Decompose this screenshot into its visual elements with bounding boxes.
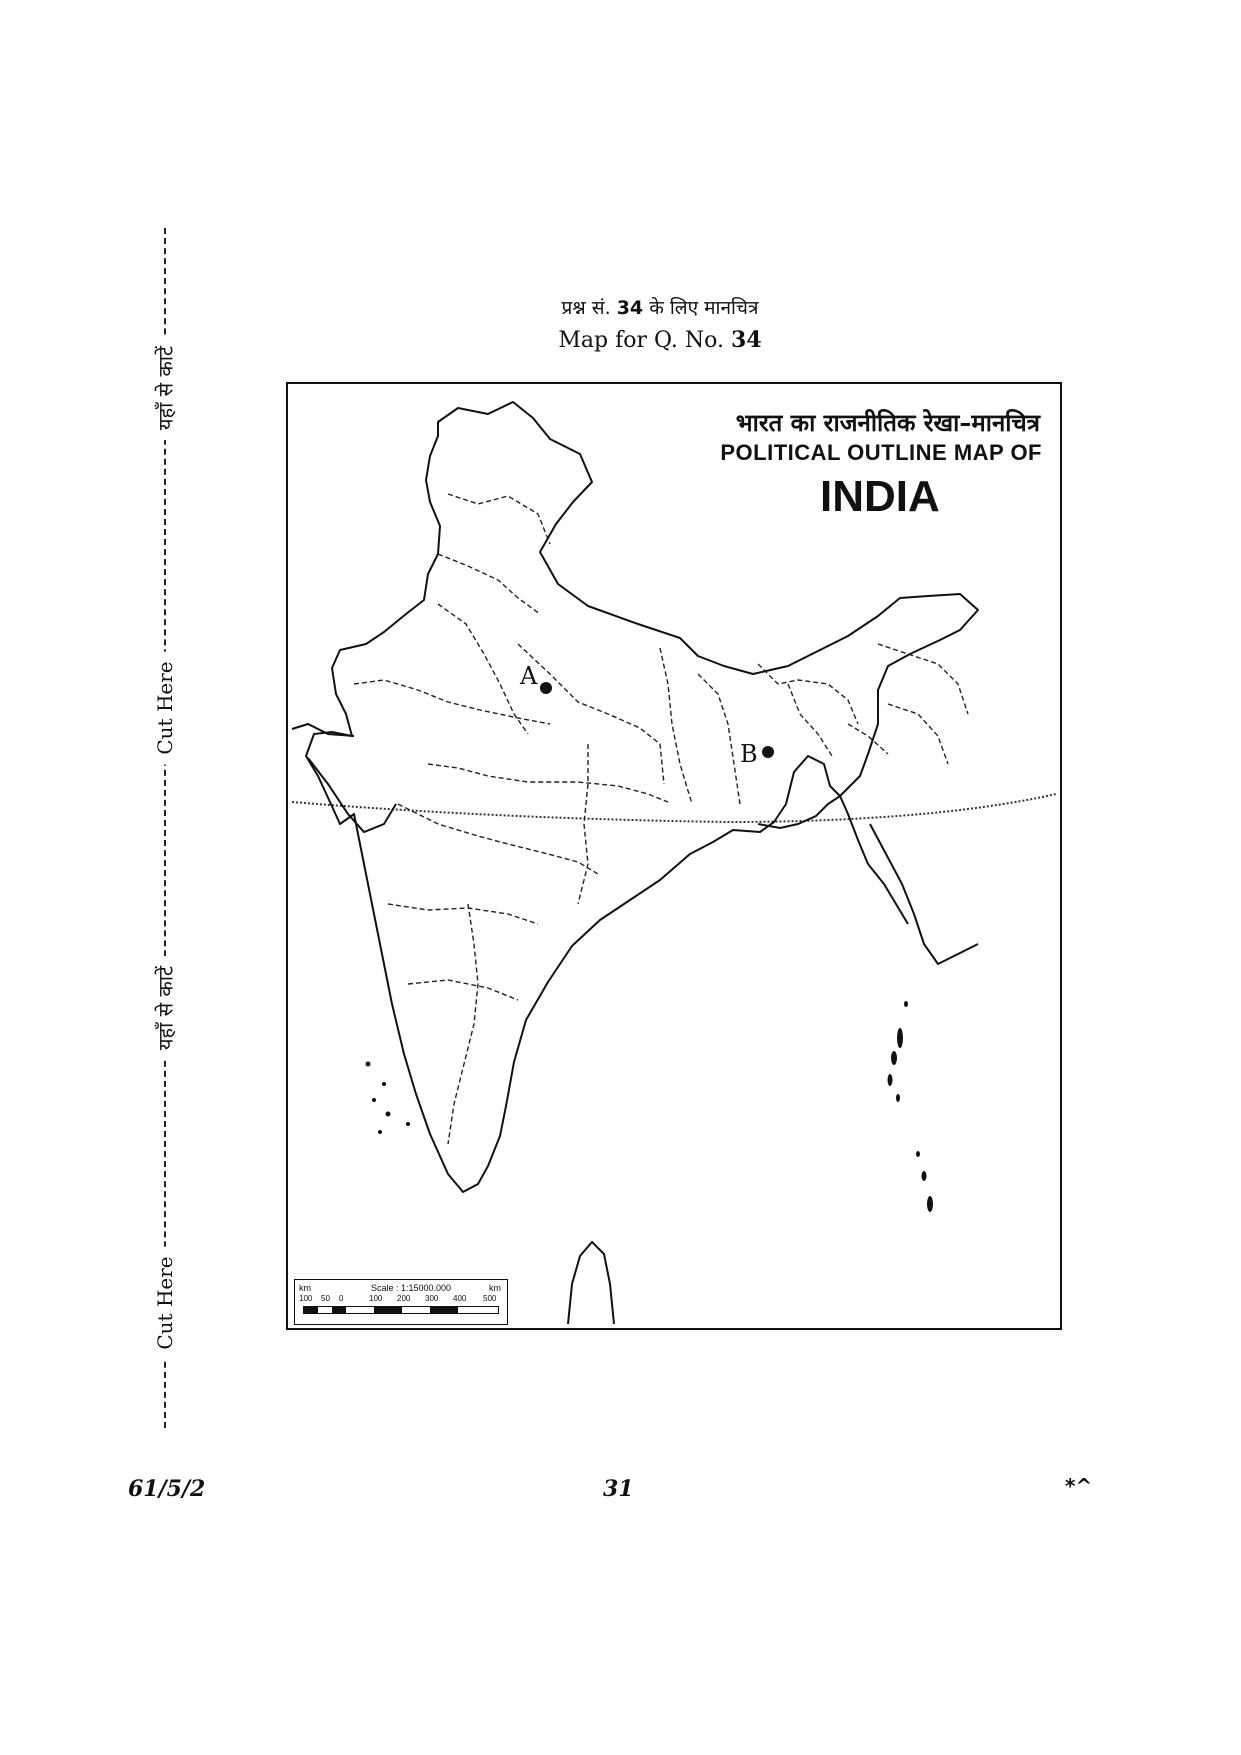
marker-a-label: A — [520, 662, 538, 690]
map-frame — [286, 382, 1062, 1330]
map-title-country: INDIA — [820, 472, 940, 521]
map-scale-box — [294, 1279, 508, 1325]
marker-b-dot — [762, 746, 774, 758]
east-coast — [758, 796, 908, 924]
header-hindi-number: 34 — [616, 297, 644, 319]
cut-label-english-bottom: Cut Here — [149, 1246, 181, 1359]
scale-tick: 100 — [299, 1294, 313, 1303]
map-title-english: POLITICAL OUTLINE MAP OF — [720, 440, 1042, 465]
marker-b-label: B — [740, 740, 758, 768]
header-english-number: 34 — [731, 327, 762, 353]
state-boundaries — [354, 494, 968, 1144]
cut-label-hindi-bottom: यहाँ से काटें — [148, 956, 183, 1060]
sri-lanka-outline — [568, 1242, 614, 1324]
lakshadweep-islands — [366, 1062, 411, 1135]
scale-text: Scale : 1:15000.000 — [371, 1283, 452, 1293]
paper-code: 61/5/2 — [128, 1476, 206, 1502]
india-outline-map — [288, 384, 1060, 1328]
header-english-prefix: Map for Q. No. — [558, 328, 725, 353]
question-header-english — [440, 324, 880, 357]
scale-tick: 500 — [483, 1294, 497, 1303]
scale-tick: 200 — [397, 1294, 411, 1303]
footer-mark: *^ — [1065, 1474, 1093, 1498]
scale-unit-right: km — [489, 1283, 501, 1293]
scale-tick: 300 — [425, 1294, 439, 1303]
scale-unit-left: km — [299, 1283, 311, 1293]
andaman-nicobar-islands — [888, 1001, 934, 1212]
scale-tick: 50 — [321, 1294, 330, 1303]
scale-tick: 0 — [339, 1294, 344, 1303]
question-header — [440, 292, 880, 357]
page-number: 31 — [603, 1476, 634, 1502]
cut-label-english-top: Cut Here — [149, 651, 181, 764]
scale-bar — [303, 1306, 499, 1314]
cut-label-hindi-top: यहाँ से काटें — [148, 336, 183, 440]
scale-tick: 400 — [453, 1294, 467, 1303]
scale-tick: 100 — [369, 1294, 383, 1303]
gujarat-coast — [292, 724, 396, 832]
header-hindi-suffix: के लिए मानचित्र — [649, 297, 759, 319]
question-header-hindi — [440, 292, 880, 324]
cut-here-strip — [145, 228, 185, 1428]
marker-a-dot — [540, 682, 552, 694]
myanmar-coast — [870, 824, 978, 964]
map-title-hindi: भारत का राजनीतिक रेखा–मानचित्र — [735, 409, 1040, 437]
header-hindi-prefix: प्रश्न सं. — [561, 297, 611, 319]
